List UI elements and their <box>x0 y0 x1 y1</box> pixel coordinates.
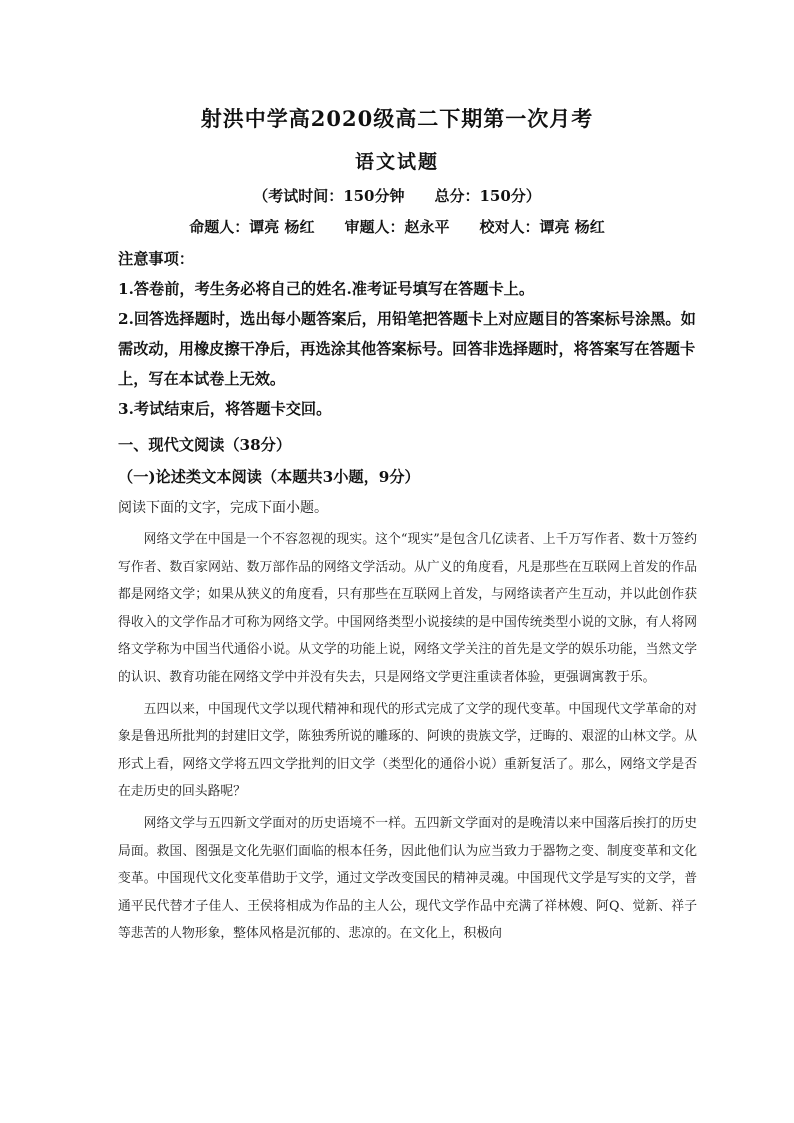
reading-passage <box>118 526 697 952</box>
passage-paragraph: 网络文学与五四新文学面对的历史语境不一样。五四新文学面对的是晚清以来中国落后挨打的历史局面。救国、图强是文化先驱们面临的根本任务，因此他们认为应当致力于器物之变、制度变革和文化变革。中国现代文化变革借助于文学，通过文学改变国民的精神灵魂。中国现代文学是写实的文学，普通平民代替才子佳人、王侯将相成为作品的主人公，现代文学作品中充满了祥林嫂、阿Q、觉新、祥子等悲苦的人物形象，整体风格是沉郁的、悲凉的。在文化上，积极向 <box>118 815 697 942</box>
passage-paragraph: 网络文学在中国是一个不容忽视的现实。这个“现实”是包含几亿读者、上千万写作者、数十万签约写作者、数百家网站、数万部作品的网络文学活动。从广义的角度看，凡是那些在互联网上首发的作品都是网络文学；如果从狭义的角度看，只有那些在互联网上首发，与网络读者产生互动，并以此创作获得收入的文学作品才可称为网络文学。中国网络类型小说接续的是中国传统类型小说的文脉，有人将网络文学称为中国当代通俗小说。从文学的功能上说，网络文学关注的首先是文学的娱乐功能，当然文学的认识、教育功能在网络文学中并没有失去，只是网络文学更注重读者体验，更强调寓教于乐。 <box>118 532 697 685</box>
exam-info: （考试时间：150分钟 总分：150分） <box>253 187 541 205</box>
exam-title: 射洪中学高2020级高二下期第一次月考 <box>200 106 594 131</box>
subpart-title: （一)论述类文本阅读（本题共3小题，9分） <box>118 468 420 486</box>
reading-instruction: 阅读下面的文字，完成下面小题。 <box>118 500 328 516</box>
passage-paragraph: 五四以来，中国现代文学以现代精神和现代的形式完成了文学的现代变革。中国现代文学革命的对象是鲁迅所批判的封建旧文学，陈独秀所说的雕琢的、阿谀的贵族文学，迂晦的、艰涩的山林文学。从形式上看，网络文学将五四文学批判的旧文学（类型化的通俗小说）重新复活了。那么，网络文学是否在走历史的回头路呢？ <box>118 701 697 800</box>
note-item: 1.答卷前，考生务必将自己的姓名.准考证号填写在答题卡上。 <box>118 280 535 298</box>
notes-heading: 注意事项： <box>118 250 194 268</box>
note-item: 2.回答选择题时，选出每小题答案后，用铅笔把答题卡上对应题目的答案标号涂黑。如需改动，用橡皮擦干净后，再选涂其他答案标号。回答非选择题时，将答案写在答题卡上，写在本试卷上无效。 <box>118 310 696 388</box>
staff-line: 命题人：谭亮 杨红 审题人：赵永平 校对人：谭亮 杨红 <box>189 218 605 236</box>
exam-subtitle: 语文试题 <box>354 151 439 173</box>
part-title: 一、现代文阅读（38分） <box>118 436 292 454</box>
note-item: 3.考试结束后，将答题卡交回。 <box>118 400 332 418</box>
notes-block <box>118 244 698 424</box>
